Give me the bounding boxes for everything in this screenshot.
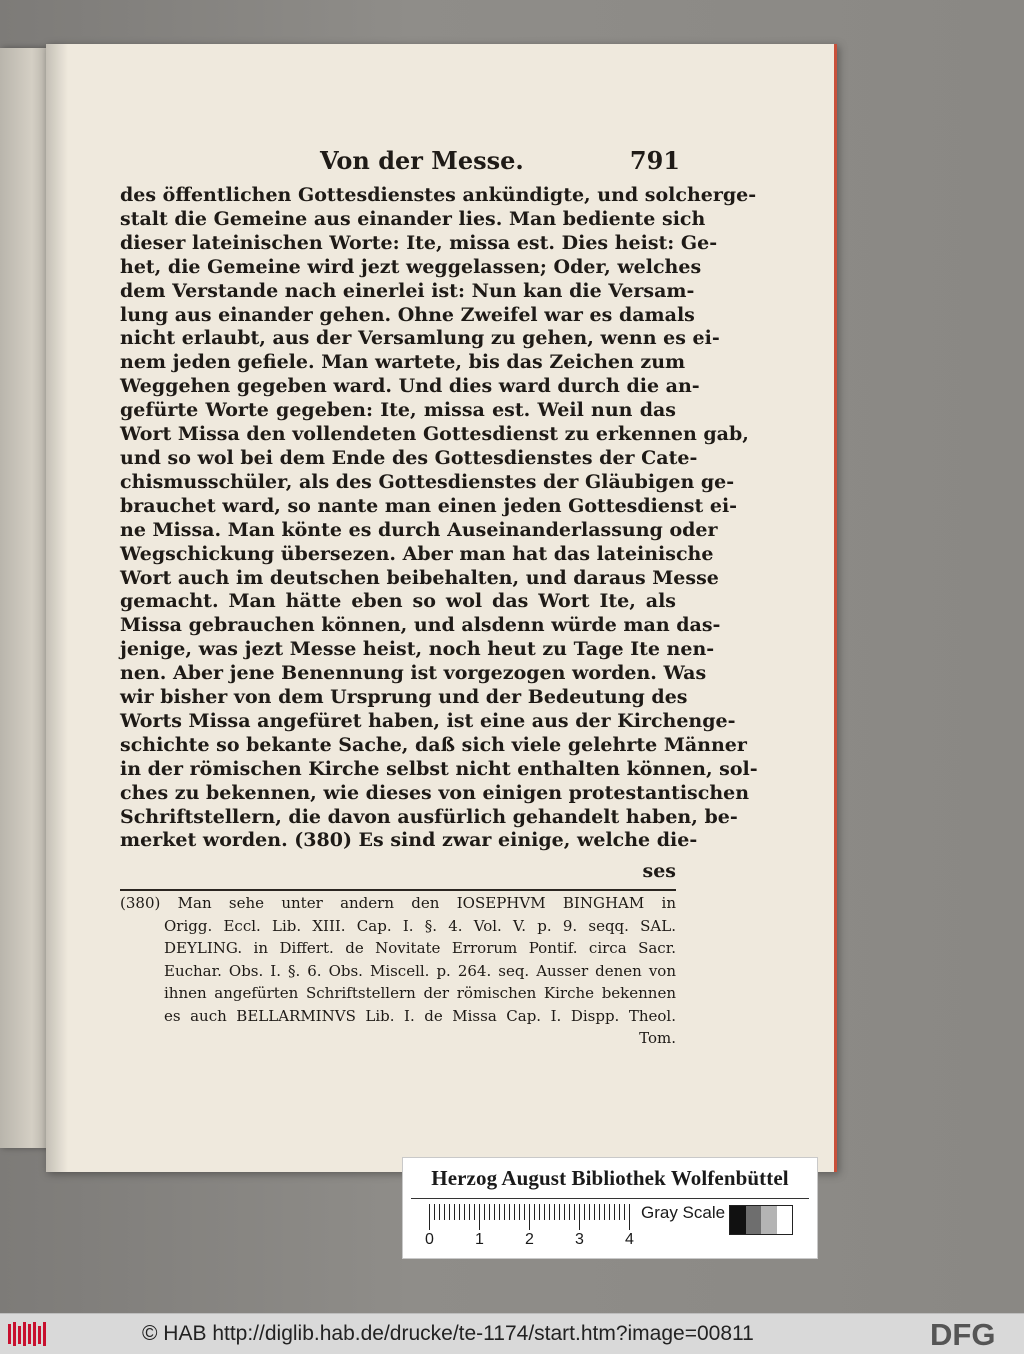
catchword: ses: [642, 860, 676, 882]
text-line: merket worden. (380) Es sind zwar einige, welche die-: [120, 829, 698, 852]
text-line: Worts Missa angefüret haben, ist eine aus der Kirchenge-: [120, 709, 736, 732]
text-line: in der römischen Kirche selbst nicht enthalten können, sol-: [120, 757, 758, 780]
ruler-tick: [479, 1204, 480, 1230]
text-line: nicht erlaubt, aus der Versamlung zu gehen, wenn es ei-: [120, 327, 720, 350]
ruler-tick: [599, 1204, 600, 1220]
scale-number: 2: [525, 1231, 534, 1248]
gray-swatch: [746, 1206, 762, 1234]
footnote-line: Tom.: [639, 1029, 676, 1047]
ruler-tick: [524, 1204, 525, 1220]
scale-number: 3: [575, 1231, 584, 1248]
ruler-tick: [539, 1204, 540, 1220]
ruler-tick: [434, 1204, 435, 1220]
library-color-card: [402, 1157, 818, 1259]
text-line: het, die Gemeine wird jezt weggelassen; Oder, welches: [120, 255, 702, 278]
ruler-tick: [499, 1204, 500, 1220]
ruler-tick: [494, 1204, 495, 1220]
running-head: Von der Messe.: [320, 146, 524, 175]
text-line: Wegschickung übersezen. Aber man hat das lateinische: [120, 542, 714, 565]
text-line: gefürte Worte gegeben: Ite, missa est. Weil nun das: [120, 399, 676, 422]
ruler-tick: [619, 1204, 620, 1220]
ruler-tick: [459, 1204, 460, 1220]
footnote: [120, 892, 676, 1050]
dfg-logo-icon[interactable]: [930, 1318, 1016, 1350]
gray-scale-label: Gray Scale: [641, 1203, 726, 1222]
dfg-logo-text: DFG: [930, 1317, 996, 1352]
footnote-rule: [120, 889, 676, 891]
gray-swatch: [777, 1206, 793, 1234]
ruler-tick: [469, 1204, 470, 1220]
scale-labels: [425, 1231, 645, 1251]
ruler-tick: [549, 1204, 550, 1220]
text-line: ches zu bekennen, wie dieses von einigen protestantischen: [120, 781, 750, 804]
text-line: dem Verstande nach einerlei ist: Nun kan die Versam-: [120, 279, 695, 302]
ruler-tick: [564, 1204, 565, 1220]
footnote-line: (380) Man sehe unter andern den IOSEPHVM BINGHAM in: [120, 894, 676, 912]
ruler-tick: [489, 1204, 490, 1220]
scale-number: 0: [425, 1231, 434, 1248]
footer-bar: [0, 1313, 1024, 1354]
ruler-tick: [449, 1204, 450, 1220]
hab-logo-icon[interactable]: [8, 1322, 50, 1346]
footnote-line: DEYLING. in Differt. de Novitate Errorum Pontif. circa Sacr.: [164, 939, 676, 957]
gray-swatch: [730, 1206, 746, 1234]
copyright-url[interactable]: © HAB http://diglib.hab.de/drucke/te-1174/start.htm?image=00811: [142, 1322, 754, 1345]
text-line: dieser lateinischen Worte: Ite, missa est. Dies heist: Ge-: [120, 231, 718, 254]
text-line: nen. Aber jene Benennung ist vorgezogen worden. Was: [120, 662, 707, 685]
page-gutter-shadow: [46, 44, 68, 1172]
text-line: chismusschüler, als des Gottesdienstes der Gläubigen ge-: [120, 470, 735, 493]
ruler-tick: [614, 1204, 615, 1220]
ruler-tick: [579, 1204, 580, 1230]
page-number: 791: [629, 146, 680, 175]
footnote-line: ihnen angefürten Schriftstellern der römischen Kirche bekennen: [164, 984, 676, 1002]
ruler-tick: [604, 1204, 605, 1220]
page-header: [120, 146, 680, 182]
ruler-tick: [554, 1204, 555, 1220]
ruler-tick: [609, 1204, 610, 1220]
text-line: des öffentlichen Gottesdienstes ankündigte, und solcherge-: [120, 184, 757, 206]
ruler-tick: [594, 1204, 595, 1220]
ruler-tick: [624, 1204, 625, 1220]
text-line: brauchet ward, so nante man einen jeden Gottesdienst ei-: [120, 494, 738, 517]
label-divider: [411, 1198, 809, 1199]
scale-ruler: [429, 1204, 631, 1232]
ruler-tick: [454, 1204, 455, 1220]
ruler-tick: [474, 1204, 475, 1220]
ruler-tick: [464, 1204, 465, 1220]
ruler-tick: [484, 1204, 485, 1220]
ruler-tick: [514, 1204, 515, 1220]
scale-number: 1: [475, 1231, 484, 1248]
ruler-tick: [519, 1204, 520, 1220]
text-line: ne Missa. Man könte es durch Auseinanderlassung oder: [120, 518, 718, 541]
scale-number: 4: [625, 1231, 634, 1248]
text-line: lung aus einander gehen. Ohne Zweifel war es damals: [120, 303, 695, 326]
ruler-tick: [429, 1204, 430, 1230]
footnote-line: Origg. Eccl. Lib. XIII. Cap. I. §. 4. Vol. V. p. 9. seqq. SAL.: [164, 916, 676, 935]
gray-scale-swatches: [729, 1205, 793, 1235]
ruler-tick: [584, 1204, 585, 1220]
ruler-tick: [509, 1204, 510, 1220]
text-line: nem jeden gefiele. Man wartete, bis das Zeichen zum: [120, 351, 686, 374]
library-name: Herzog August Bibliothek Wolfenbüttel: [431, 1166, 789, 1190]
text-line: jenige, was jezt Messe heist, noch heut zu Tage Ite nen-: [120, 638, 715, 661]
footnote-line: Euchar. Obs. I. §. 6. Obs. Miscell. p. 264. seq. Ausser denen von: [164, 961, 676, 980]
text-line: Wort Missa den vollendeten Gottesdienst zu erkennen gab,: [120, 423, 749, 446]
gray-swatch: [761, 1206, 777, 1234]
ruler-tick: [589, 1204, 590, 1220]
text-line: Schriftstellern, die davon ausfürlich gehandelt haben, be-: [120, 805, 738, 828]
ruler-tick: [529, 1204, 530, 1230]
text-line: Weggehen gegeben ward. Und dies ward durch die an-: [120, 375, 700, 398]
ruler-tick: [544, 1204, 545, 1220]
ruler-tick: [504, 1204, 505, 1220]
ruler-tick: [534, 1204, 535, 1220]
text-line: und so wol bei dem Ende des Gottesdienstes der Cate-: [120, 446, 698, 469]
ruler-tick: [629, 1204, 630, 1230]
text-line: schichte so bekante Sache, daß sich viele gelehrte Männer: [120, 733, 747, 756]
text-line: Wort auch im deutschen beibehalten, und daraus Messe: [120, 566, 719, 589]
footnote-line: es auch BELLARMINVS Lib. I. de Missa Cap. I. Dispp. Theol.: [164, 1006, 676, 1025]
ruler-tick: [444, 1204, 445, 1220]
text-line: Missa gebrauchen können, und alsdenn würde man das-: [120, 614, 721, 637]
text-line: gemacht. Man hätte eben so wol das Wort Ite, als: [120, 590, 676, 613]
text-line: wir bisher von dem Ursprung und der Bedeutung des: [120, 686, 688, 709]
text-line: stalt die Gemeine aus einander lies. Man bediente sich: [120, 207, 706, 230]
ruler-tick: [569, 1204, 570, 1220]
ruler-tick: [439, 1204, 440, 1220]
ruler-tick: [574, 1204, 575, 1220]
ruler-tick: [559, 1204, 560, 1220]
body-text: [120, 184, 758, 853]
